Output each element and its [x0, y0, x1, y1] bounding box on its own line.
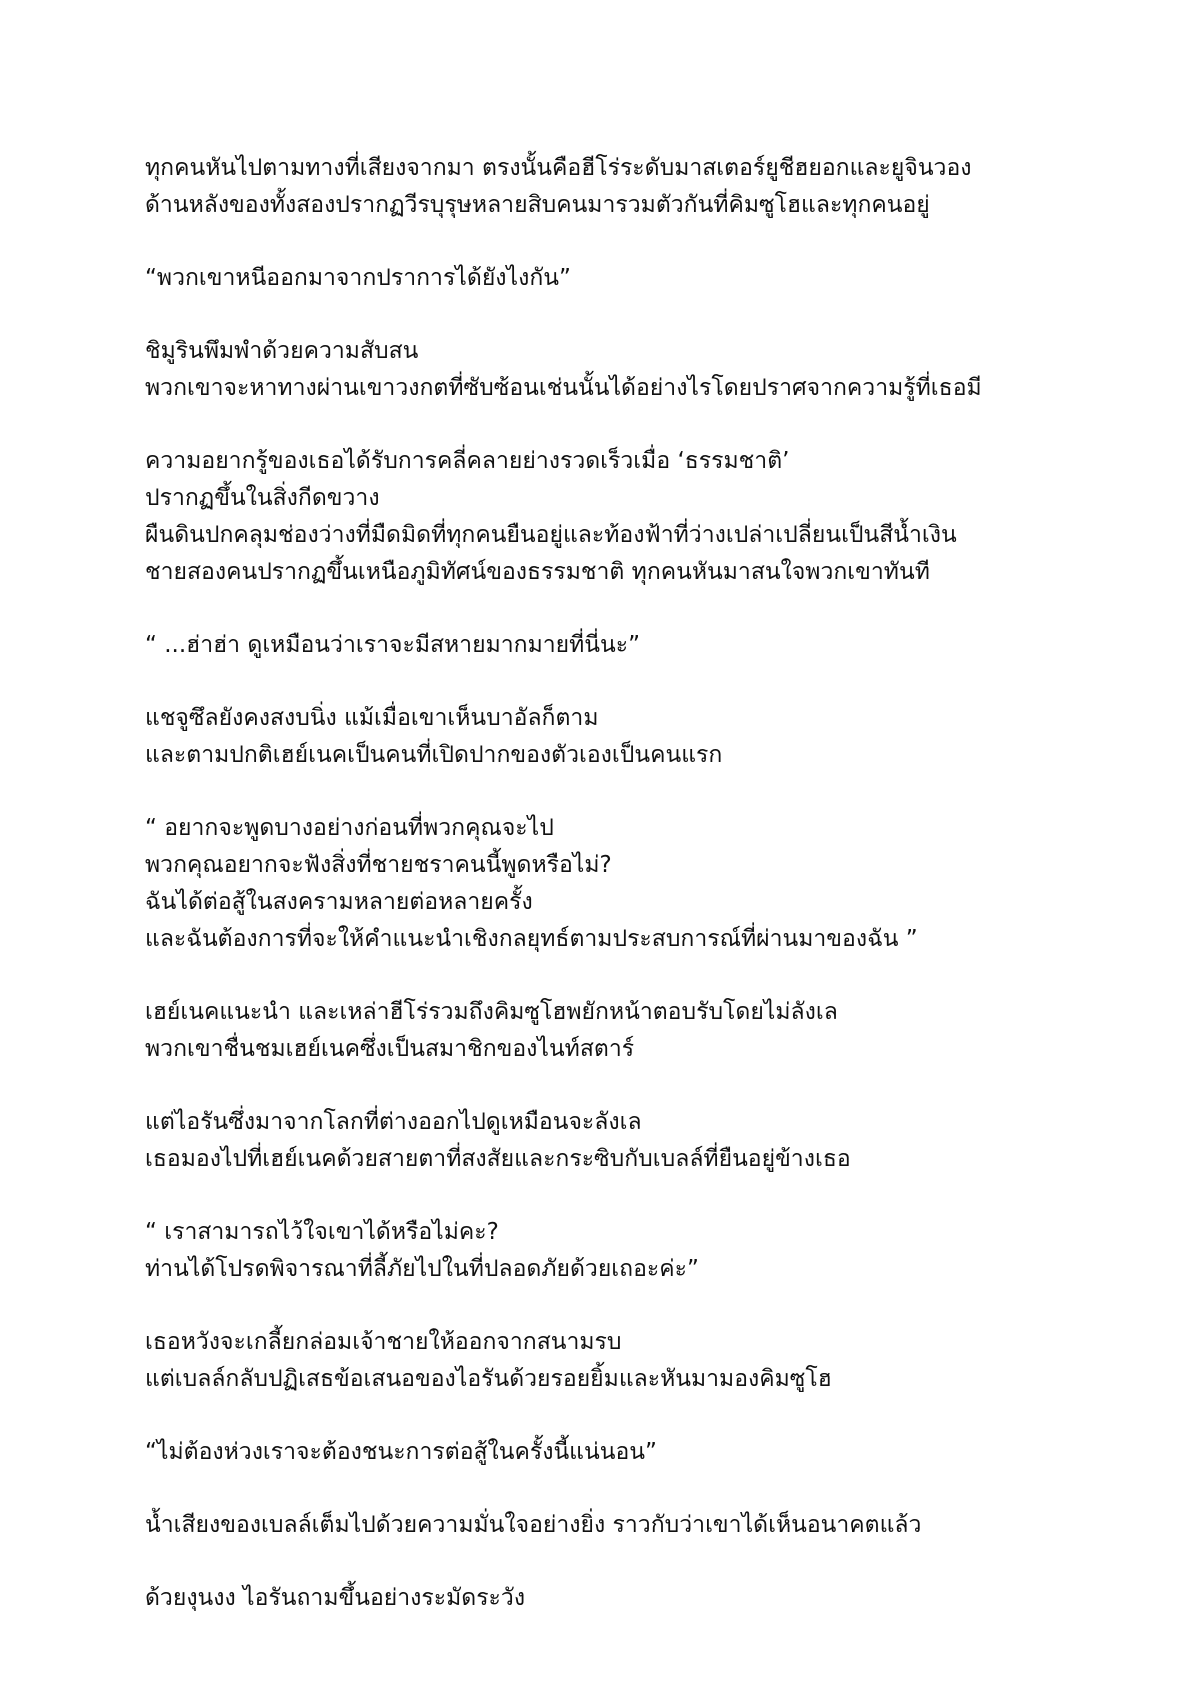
text-line: พวกเขาชื่นชมเฮย์เนคซึ่งเป็นสมาชิกของไนท์สตาร์	[145, 1036, 635, 1062]
paragraph	[145, 627, 1050, 664]
paragraph	[145, 150, 1050, 224]
paragraph	[145, 333, 1050, 407]
paragraph	[145, 810, 1050, 958]
text-line: แต่ไอรันซึ่งมาจากโลกที่ต่างออกไปดูเหมือนจะลังเล	[145, 1109, 642, 1135]
text-line: เฮย์เนคแนะนำ และเหล่าฮีโร่รวมถึงคิมซูโฮพยักหน้าตอบรับโดยไม่ลังเล	[145, 999, 838, 1025]
paragraph	[145, 700, 1050, 774]
text-line: “ อยากจะพูดบางอย่างก่อนที่พวกคุณจะไป	[145, 815, 554, 841]
paragraph	[145, 1434, 1050, 1471]
text-line: และตามปกติเฮย์เนคเป็นคนที่เปิดปากของตัวเองเป็นคนแรก	[145, 742, 723, 768]
text-line: ฉันได้ต่อสู้ในสงครามหลายต่อหลายครั้ง	[145, 889, 533, 915]
text-line: “พวกเขาหนีออกมาจากปราการได้ยังไงกัน”	[145, 265, 571, 291]
text-line: เธอหวังจะเกลี้ยกล่อมเจ้าชายให้ออกจากสนามรบ	[145, 1329, 622, 1355]
text-line: เธอมองไปที่เฮย์เนคด้วยสายตาที่สงสัยและกระซิบกับเบลล์ที่ยืนอยู่ข้างเธอ	[145, 1146, 851, 1172]
paragraph	[145, 1580, 1050, 1617]
paragraph	[145, 443, 1050, 591]
text-line: “ เราสามารถไว้ใจเขาได้หรือไม่คะ?	[145, 1219, 499, 1245]
text-line: ความอยากรู้ของเธอได้รับการคลี่คลายย่างรวดเร็วเมื่อ ‘ธรรมชาติ’	[145, 448, 790, 474]
text-line: ทุกคนหันไปตามทางที่เสียงจากมา ตรงนั้นคือฮีโร่ระดับมาสเตอร์ยูชีฮยอกและยูจินวอง	[145, 155, 972, 181]
text-line: ผืนดินปกคลุมช่องว่างที่มืดมิดที่ทุกคนยืนอยู่และท้องฟ้าที่ว่างเปล่าเปลี่ยนเป็นสีน้ำเงิน	[145, 522, 957, 548]
paragraph	[145, 1507, 1050, 1544]
paragraph	[145, 260, 1050, 297]
paragraph	[145, 994, 1050, 1068]
text-line: พวกคุณอยากจะฟังสิ่งที่ชายชราคนนี้พูดหรือไม่?	[145, 852, 612, 878]
text-line: แชจูซึลยังคงสงบนิ่ง แม้เมื่อเขาเห็นบาอัลก็ตาม	[145, 705, 599, 731]
text-line: “ ...ฮ่าฮ่า ดูเหมือนว่าเราจะมีสหายมากมายที่นี่นะ”	[145, 632, 641, 658]
text-line: น้ำเสียงของเบลล์เต็มไปด้วยความมั่นใจอย่างยิ่ง ราวกับว่าเขาได้เห็นอนาคตแล้ว	[145, 1512, 922, 1538]
text-line: พวกเขาจะหาทางผ่านเขาวงกตที่ซับซ้อนเช่นนั้นได้อย่างไรโดยปราศจากความรู้ที่เธอมี	[145, 375, 982, 401]
paragraph	[145, 1324, 1050, 1398]
text-line: ชิมูรินพึมพำด้วยความสับสน	[145, 338, 419, 364]
text-line: ปรากฏขึ้นในสิ่งกีดขวาง	[145, 485, 380, 511]
paragraph	[145, 1104, 1050, 1178]
text-line: “ไม่ต้องห่วงเราจะต้องชนะการต่อสู้ในครั้งนี้แน่นอน”	[145, 1439, 657, 1465]
text-line: แต่เบลล์กลับปฏิเสธข้อเสนอของไอรันด้วยรอยยิ้มและหันมามองคิมซูโฮ	[145, 1366, 832, 1392]
text-line: และฉันต้องการที่จะให้คำแนะนำเชิงกลยุทธ์ตามประสบการณ์ที่ผ่านมาของฉัน ”	[145, 926, 918, 952]
text-line: ด้านหลังของทั้งสองปรากฏวีรบุรุษหลายสิบคนมารวมตัวกันที่คิมซูโฮและทุกคนอยู่	[145, 192, 930, 218]
text-line: ด้วยงุนงง ไอรันถามขึ้นอย่างระมัดระวัง	[145, 1585, 526, 1611]
text-line: ชายสองคนปรากฏขึ้นเหนือภูมิทัศน์ของธรรมชาติ ทุกคนหันมาสนใจพวกเขาทันที	[145, 559, 930, 585]
paragraph	[145, 1214, 1050, 1288]
text-line: ท่านได้โปรดพิจารณาที่ลี้ภัยไปในที่ปลอดภัยด้วยเถอะค่ะ”	[145, 1256, 699, 1282]
